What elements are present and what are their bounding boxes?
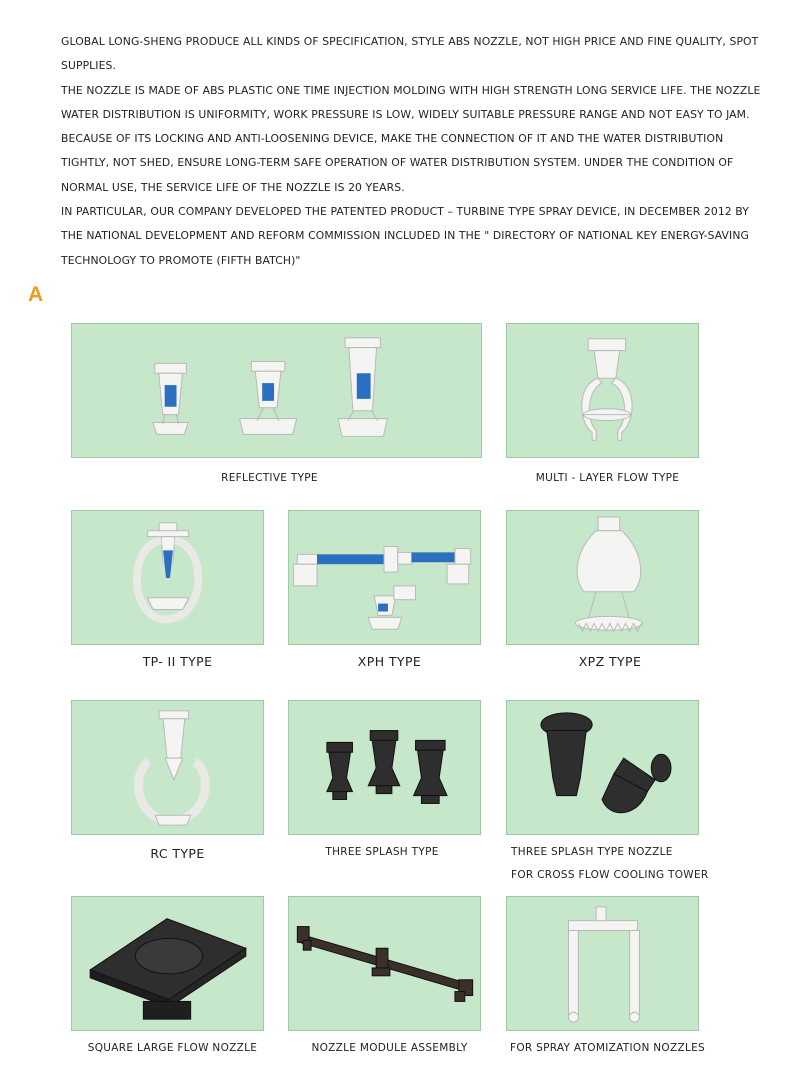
caption-square-large-flow-nozzle: SQUARE LARGE FLOW NOZZLE <box>87 1042 258 1054</box>
nozzle-1 <box>153 363 188 434</box>
intro-paragraph-2: THE NOZZLE IS MADE OF ABS PLASTIC ONE TIME INJECTION MOLDING WITH HIGH STRENGTH LONG SERVICE LIFE. THE NOZZLE WATER DISTRIBUTION IS UNIFORMITY, WORK PRESSURE IS LOW, WIDELY SUITABLE PRESSURE RANGE AND NOT EASY TO JAM. BECAUSE OF ITS LOCKING AND ANTI-LOOSENING DEVICE, MAKE THE CONNECTION OF IT AND THE WATER DISTRIBUTION TIGHTLY, NOT SHED, ENSURE LONG-TERM SAFE OPERATION OF WATER DISTRIBUTION SYSTEM. UNDER THE CONDITION OF NORMAL USE, THE SERVICE LIFE OF THE NOZZLE IS 20 YEARS. <box>61 83 761 194</box>
intro-text <box>61 30 761 273</box>
caption-multi-layer-flow-type: MULTI - LAYER FLOW TYPE <box>535 472 680 484</box>
xpz-type-image <box>506 510 699 645</box>
multi-layer-flow-type-image <box>506 323 699 458</box>
caption-xpz-type: XPZ TYPE <box>578 654 642 669</box>
caption-xph-type: XPH TYPE <box>357 654 422 669</box>
three-splash-cross-flow-image <box>506 700 699 835</box>
xph-type-image <box>288 510 481 645</box>
caption-three-splash-cross-line1: THREE SPLASH TYPE NOZZLE <box>511 846 673 858</box>
nozzle-2 <box>240 361 297 434</box>
rc-type-image <box>71 700 264 835</box>
caption-three-splash-cross-line2: FOR CROSS FLOW COOLING TOWER <box>511 869 709 881</box>
caption-reflective-type: REFLECTIVE TYPE <box>221 472 318 484</box>
intro-paragraph-1: GLOBAL LONG-SHENG PRODUCE ALL KINDS OF SPECIFICATION, STYLE ABS NOZZLE, NOT HIGH PRICE AND FINE QUALITY, SPOT SUPPLIES. <box>61 35 759 73</box>
nozzle-module-assembly-image <box>288 896 481 1031</box>
caption-three-splash-type: THREE SPLASH TYPE <box>325 846 439 858</box>
three-splash-type-image <box>288 700 481 835</box>
spray-atomization-nozzles-image <box>506 896 699 1031</box>
square-large-flow-nozzle-image <box>71 896 264 1031</box>
caption-rc-type: RC TYPE <box>150 846 205 861</box>
reflective-type-image <box>71 323 482 458</box>
intro-paragraph-3: IN PARTICULAR, OUR COMPANY DEVELOPED THE PATENTED PRODUCT – TURBINE TYPE SPRAY DEVICE, IN DECEMBER 2012 BY THE NATIONAL DEVELOPMENT AND REFORM COMMISSION INCLUDED IN THE " DIRECTORY OF NATIONAL KEY ENERGY-SAVING TECHNOLOGY TO PROMOTE (FIFTH BATCH)" <box>61 205 749 267</box>
caption-tp-ii-type: TP- II TYPE <box>142 654 213 669</box>
tp-ii-type-image <box>71 510 264 645</box>
caption-nozzle-module-assembly: NOZZLE MODULE ASSEMBLY <box>311 1042 468 1054</box>
nozzle-3 <box>338 338 387 437</box>
caption-spray-atomization-nozzles: FOR SPRAY ATOMIZATION NOZZLES <box>509 1042 705 1054</box>
section-label: A <box>28 283 44 306</box>
